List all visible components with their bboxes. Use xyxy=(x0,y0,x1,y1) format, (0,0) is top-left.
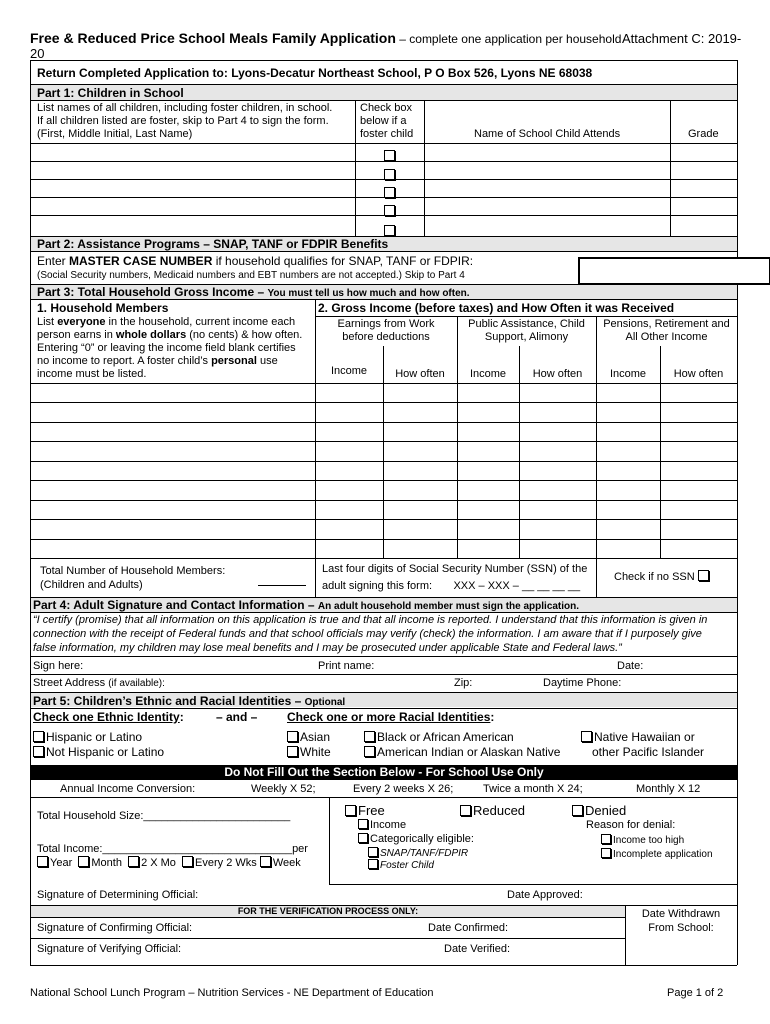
week-checkbox[interactable] xyxy=(260,856,271,867)
part2-note: (Social Security numbers, Medicaid numbers and EBT numbers are not accepted.) Skip to Part 4 xyxy=(37,270,465,281)
part5-heading: Part 5: Children’s Ethnic and Racial Identities – Optional xyxy=(33,694,346,708)
school-use-bar: Do Not Fill Out the Section Below - For School Use Only xyxy=(31,765,737,780)
household-size-field[interactable]: Total Household Size:________________________ xyxy=(37,810,291,822)
verifying-official-signature[interactable]: Signature of Verifying Official: xyxy=(37,943,182,955)
attachment-label: Attachment C: 2019- xyxy=(622,31,742,46)
black-checkbox[interactable] xyxy=(364,731,375,742)
reduced-option[interactable]: Reduced xyxy=(460,803,525,818)
left-border xyxy=(30,60,31,965)
income-frequency-options: Year Month 2 X Mo Every 2 Wks Week xyxy=(37,856,301,869)
foster-checkbox-4[interactable] xyxy=(384,205,395,216)
denied-option[interactable]: Denied xyxy=(572,803,626,818)
snap-checkbox[interactable] xyxy=(368,847,378,857)
racial-identity-label: Check one or more Racial Identities: xyxy=(287,710,495,724)
ssn-input[interactable]: XXX – XXX – __ __ __ __ xyxy=(453,580,581,592)
denied-checkbox[interactable] xyxy=(572,805,583,816)
hawaiian-checkbox[interactable] xyxy=(581,731,592,742)
top-border xyxy=(30,60,737,61)
month-checkbox[interactable] xyxy=(78,856,89,867)
every-2-weeks-checkbox[interactable] xyxy=(182,856,193,867)
income-header-1: Income xyxy=(330,365,368,377)
verification-only-label: FOR THE VERIFICATION PROCESS ONLY: xyxy=(237,906,419,916)
part1-heading: Part 1: Children in School xyxy=(37,86,184,100)
income-header-3: Income xyxy=(609,368,647,380)
earnings-header: Earnings from Work before deductions xyxy=(337,318,435,343)
ethnic-identity-label: Check one Ethnic Identity: xyxy=(33,710,184,724)
part4-heading: Part 4: Adult Signature and Contact Information – An adult household member must sign the application. xyxy=(33,598,580,612)
household-members-title: 1. Household Members xyxy=(37,301,169,315)
income-eligible-option[interactable]: Income xyxy=(358,819,406,831)
determining-official-signature[interactable]: Signature of Determining Official: xyxy=(37,889,199,901)
pensions-header: Pensions, Retirement and All Other Income xyxy=(603,318,730,343)
foster-child-checkbox[interactable] xyxy=(368,859,378,869)
gross-income-title: 2. Gross Income (before taxes) and How Often it was Received xyxy=(318,301,675,315)
hispanic-checkbox[interactable] xyxy=(33,731,44,742)
how-often-header-1: How often xyxy=(395,368,445,380)
foster-checkbox-3[interactable] xyxy=(384,187,395,198)
hawaiian-option-cont: other Pacific Islander xyxy=(592,745,705,759)
reason-denial-label: Reason for denial: xyxy=(586,819,676,831)
twice-monthly-conversion: Twice a month X 24; xyxy=(483,783,583,795)
school-column-header: Name of School Child Attends xyxy=(474,128,621,140)
street-address-field[interactable]: Street Address (if available): xyxy=(33,677,165,689)
print-name-field[interactable]: Print name: xyxy=(318,660,375,672)
foster-checkbox-5[interactable] xyxy=(384,225,395,236)
incomplete-application-option[interactable]: Incomplete application xyxy=(601,848,713,860)
part3-heading: Part 3: Total Household Gross Income – You must tell us how much and how often. xyxy=(37,285,470,299)
categorically-eligible-option[interactable]: Categorically eligible: xyxy=(358,833,474,845)
snap-option[interactable]: SNAP/TANF/FDPIR xyxy=(368,847,468,859)
footer-program: National School Lunch Program – Nutrition Services - NE Department of Education xyxy=(30,987,434,999)
black-option[interactable]: Black or African American xyxy=(364,730,514,744)
biweekly-conversion: Every 2 weeks X 26; xyxy=(353,783,454,795)
date-approved-field[interactable]: Date Approved: xyxy=(507,889,583,901)
daytime-phone-field[interactable]: Daytime Phone: xyxy=(543,677,622,689)
no-ssn-checkbox[interactable] xyxy=(698,570,709,581)
foster-child-option[interactable]: Foster Child xyxy=(368,859,434,871)
free-checkbox[interactable] xyxy=(345,805,356,816)
not-hispanic-checkbox[interactable] xyxy=(33,746,44,757)
asian-option[interactable]: Asian xyxy=(287,730,330,744)
confirming-official-signature[interactable]: Signature of Confirming Official: xyxy=(37,922,193,934)
part2-heading: Part 2: Assistance Programs – SNAP, TANF or FDPIR Benefits xyxy=(37,237,389,251)
income-eligible-checkbox[interactable] xyxy=(358,819,368,829)
date-withdrawn-field[interactable]: Date Withdrawn From School: xyxy=(641,908,721,934)
foster-checkbox-1[interactable] xyxy=(384,150,395,161)
categorically-eligible-checkbox[interactable] xyxy=(358,833,368,843)
no-ssn-option: Check if no SSN xyxy=(614,570,711,583)
sign-here-field[interactable]: Sign here: xyxy=(33,660,84,672)
weekly-conversion: Weekly X 52; xyxy=(251,783,316,795)
return-address: Return Completed Application to: Lyons-Decatur Northeast School, P O Box 526, Lyons NE 68038 xyxy=(37,66,593,80)
total-members-label: Total Number of Household Members: (Children and Adults) xyxy=(40,565,226,591)
certification-statement: “I certify (promise) that all information on this application is true and that all income is reported. I understand that this information is given in connection with the receipt of Federal funds and that school officials may verify (check) the information. I am aware that if I purposely give false information, my children may lose meal benefits and I may be prosecuted under applicable State and Federal laws.” xyxy=(33,614,708,654)
white-checkbox[interactable] xyxy=(287,746,298,757)
household-members-instructions: List everyone in the household, current income each person earns in whole dollars (no cents) & how often. Entering “0” or leaving the income field blank certifies no income to report. A foster child’s personal use income must be listed. xyxy=(37,316,303,380)
part1-instructions: List names of all children, including foster children, in school. If all children listed are foster, skip to Part 4 to sign the form. (First, Middle Initial, Last Name) xyxy=(37,102,333,140)
and-separator: – and – xyxy=(216,710,258,724)
foster-check-header: Check box below if a foster child xyxy=(360,102,414,140)
twice-month-checkbox[interactable] xyxy=(128,856,139,867)
date-verified-field[interactable]: Date Verified: xyxy=(444,943,511,955)
income-header-2: Income xyxy=(469,368,507,380)
asian-checkbox[interactable] xyxy=(287,731,298,742)
grade-column-header: Grade xyxy=(688,128,719,140)
hispanic-option[interactable]: Hispanic or Latino xyxy=(33,730,142,744)
master-case-instruction: Enter MASTER CASE NUMBER if household qualifies for SNAP, TANF or FDPIR: xyxy=(37,254,474,268)
form-title: Free & Reduced Price School Meals Family Application – complete one application per household xyxy=(30,30,622,46)
monthly-conversion: Monthly X 12 xyxy=(636,783,701,795)
right-border xyxy=(737,60,738,965)
annual-conversion-label: Annual Income Conversion: xyxy=(60,783,196,795)
attachment-label-cont: 20 xyxy=(30,46,45,61)
white-option[interactable]: White xyxy=(287,745,331,759)
public-assistance-header: Public Assistance, Child Support, Alimony xyxy=(468,318,585,343)
master-case-number-input[interactable] xyxy=(578,257,770,285)
american-indian-option[interactable]: American Indian or Alaskan Native xyxy=(364,745,560,759)
total-members-input[interactable] xyxy=(258,585,306,586)
free-option[interactable]: Free xyxy=(345,803,385,818)
not-hispanic-option[interactable]: Not Hispanic or Latino xyxy=(33,745,164,759)
income-too-high-option[interactable]: Income too high xyxy=(601,834,684,846)
footer-page-number: Page 1 of 2 xyxy=(667,987,724,999)
hawaiian-option[interactable]: Native Hawaiian or xyxy=(581,730,695,744)
american-indian-checkbox[interactable] xyxy=(364,746,375,757)
how-often-header-2: How often xyxy=(532,368,583,380)
foster-checkbox-2[interactable] xyxy=(384,169,395,180)
ssn-label: Last four digits of Social Security Number (SSN) of the adult signing this form: XXX – XXX – __ __ __ __ xyxy=(322,563,588,592)
how-often-header-3: How often xyxy=(673,368,724,380)
zip-field[interactable]: Zip: xyxy=(454,677,473,689)
date-confirmed-field[interactable]: Date Confirmed: xyxy=(428,922,509,934)
incomplete-application-checkbox[interactable] xyxy=(601,848,611,858)
total-income-field[interactable]: Total Income:_______________________________per xyxy=(37,843,308,855)
reduced-checkbox[interactable] xyxy=(460,805,471,816)
date-field[interactable]: Date: xyxy=(617,660,644,672)
income-too-high-checkbox[interactable] xyxy=(601,834,611,844)
year-checkbox[interactable] xyxy=(37,856,48,867)
